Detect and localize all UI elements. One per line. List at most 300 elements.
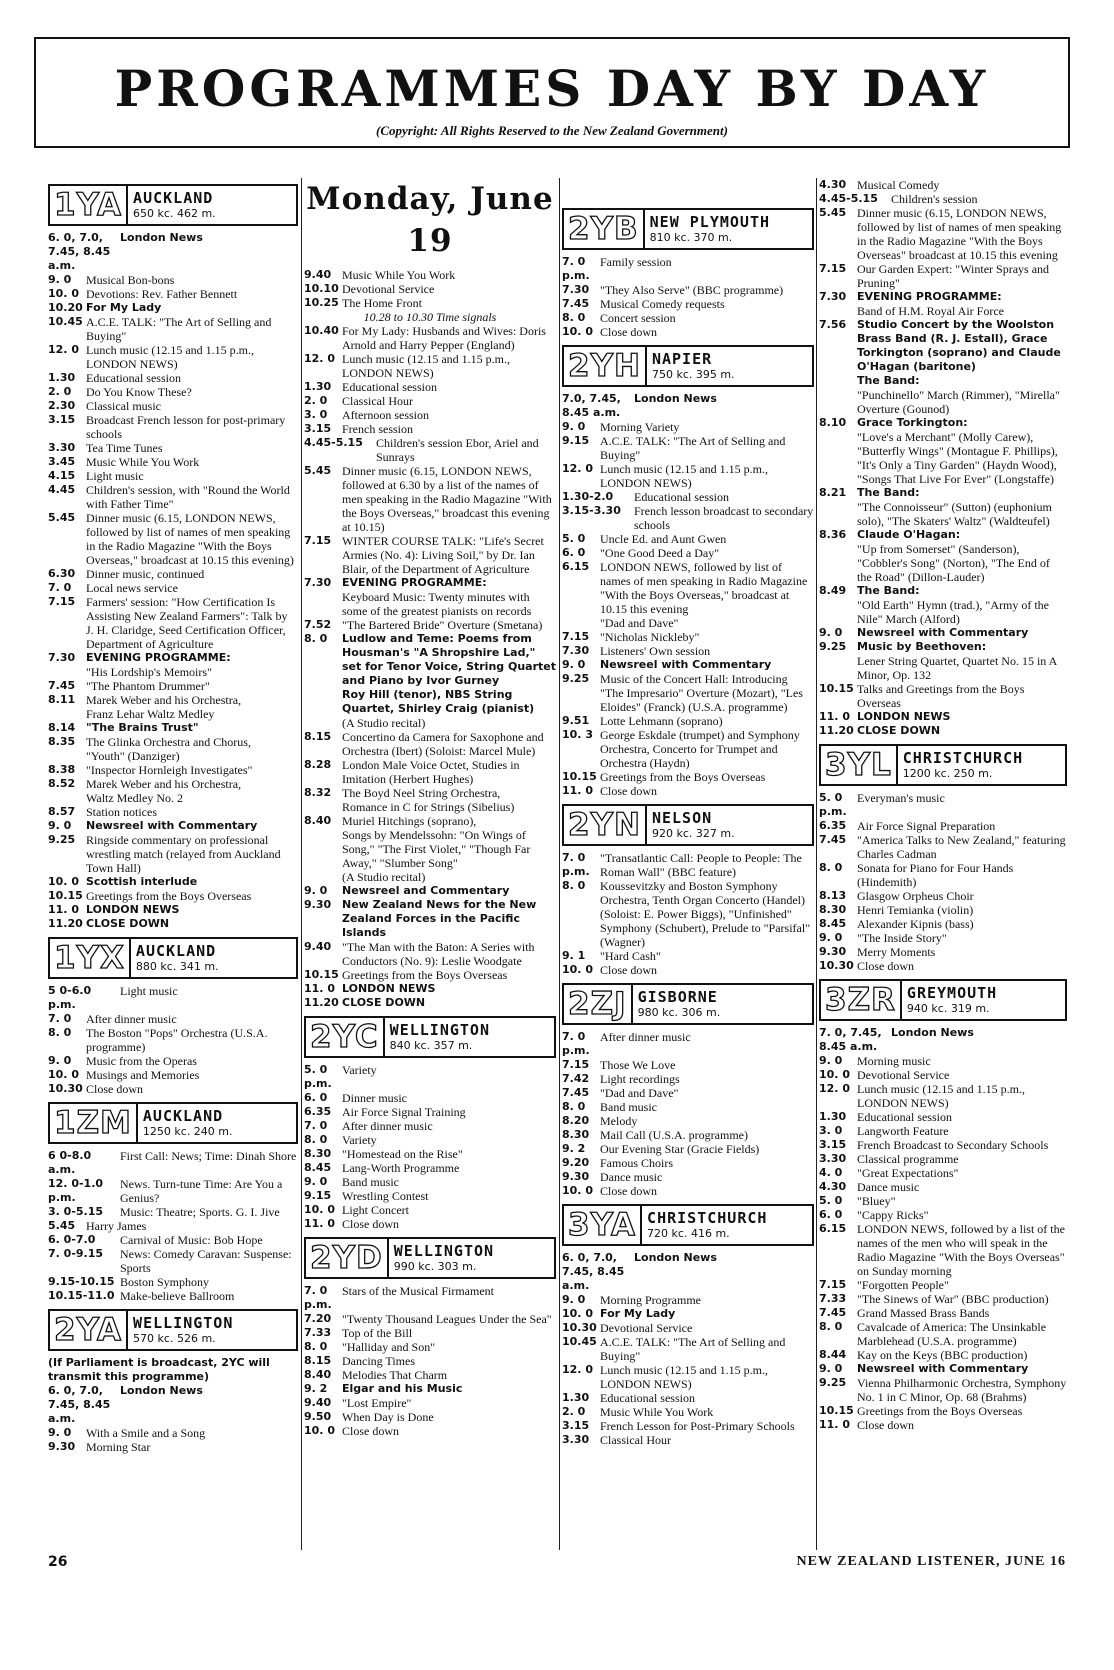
station-call-sign: 3ZR <box>821 981 902 1019</box>
station-info <box>902 981 1065 1019</box>
entry-title: Henri Temianka (violin) <box>857 903 974 917</box>
entry-title: Songs by Mendelssohn: "On Wings of Song," "The First Violet," "Though Far Away," "Slumber Song" <box>342 828 531 870</box>
programme-entry <box>48 889 298 903</box>
programme-entry <box>48 903 298 917</box>
programme-entry <box>304 1396 556 1410</box>
entry-time: 1.30 <box>819 1110 847 1123</box>
programme-entry <box>819 861 1067 889</box>
entry-title: Marek Weber and his Orchestra, <box>86 693 242 707</box>
entry-time: 7. 0 p.m. <box>562 255 590 282</box>
entry-title: Newsreel and Commentary <box>342 884 510 897</box>
entry-time: 11.20 <box>48 917 83 930</box>
programme-entry <box>819 500 1067 528</box>
entry-time: 10.15 <box>48 889 83 902</box>
entry-time: 12. 0 <box>562 462 593 475</box>
programme-entry <box>48 441 298 455</box>
entry-time: 10.45 <box>48 315 83 328</box>
programme-entry <box>819 1152 1067 1166</box>
entry-time: 8.57 <box>48 805 76 818</box>
programme-entry <box>48 1205 298 1219</box>
entry-time: 9. 0 <box>304 1175 328 1188</box>
entry-time: 9.30 <box>48 1440 76 1453</box>
programme-entry <box>304 1326 556 1340</box>
station-frequency: 840 kc. 357 m. <box>389 1039 473 1052</box>
entry-title: Music by Beethoven: <box>857 640 987 653</box>
entry-title: Music While You Work <box>600 1405 714 1419</box>
entry-title: "Dad and Dave" <box>600 1086 679 1100</box>
programme-entry <box>819 1194 1067 1208</box>
entry-time: 8.15 <box>304 730 332 743</box>
station-frequency: 990 kc. 303 m. <box>393 1260 477 1273</box>
entry-time: 10.25 <box>304 296 339 309</box>
programme-entry <box>304 730 556 758</box>
entry-title: A.C.E. TALK: "The Art of Selling and Buying" <box>86 315 272 343</box>
station-info <box>633 985 812 1023</box>
entry-time: 5. 0 p.m. <box>819 791 847 818</box>
programme-entry <box>48 343 298 371</box>
programme-entry <box>48 721 298 735</box>
station-frequency: 1250 kc. 240 m. <box>142 1125 233 1138</box>
entry-time: 6.35 <box>819 819 847 832</box>
programme-entry <box>562 1058 814 1072</box>
entry-time: 8.20 <box>562 1114 590 1127</box>
entry-time: 9.40 <box>304 1396 332 1409</box>
entry-title: Children's session Ebor, Ariel and Sunrays <box>376 436 539 464</box>
entry-title: Marek Weber and his Orchestra, <box>86 777 242 791</box>
entry-title: Our Garden Expert: "Winter Sprays and Pruning" <box>857 262 1050 290</box>
entry-title: Classical Hour <box>600 1433 671 1447</box>
entry-title: Grand Massed Brass Bands <box>857 1306 990 1320</box>
entry-time: 11. 0 <box>304 1217 335 1230</box>
programme-entry <box>304 940 556 968</box>
entry-title: "America Talks to New Zealand," featuring Charles Cadman <box>857 833 1066 861</box>
programme-entry <box>48 1177 298 1205</box>
programme-entry <box>48 1275 298 1289</box>
entry-title: Carnival of Music: Bob Hope <box>120 1233 263 1247</box>
entry-title: Close down <box>600 1184 657 1198</box>
programme-entry <box>304 324 556 352</box>
entry-title: "Dad and Dave" <box>600 616 679 630</box>
entry-title: Air Force Signal Training <box>342 1105 466 1119</box>
entry-title: Air Force Signal Preparation <box>857 819 996 833</box>
station-call-sign: 1YA <box>50 186 128 224</box>
programme-entry <box>562 255 814 283</box>
programme-entry <box>562 1170 814 1184</box>
programme-entry <box>819 528 1067 542</box>
entry-time: 7.33 <box>819 1292 847 1305</box>
entry-time: 10.20 <box>48 301 83 314</box>
programme-entry <box>48 399 298 413</box>
entry-title: "Hard Cash" <box>600 949 661 963</box>
entry-time: 7. 0 p.m. <box>562 851 590 878</box>
programme-entry <box>819 1418 1067 1432</box>
entry-title: Dance music <box>600 1170 663 1184</box>
entry-time: 9.30 <box>819 945 847 958</box>
entry-title: For My Lady: Husbands and Wives: Doris Arnold and Harry Pepper (England) <box>342 324 546 352</box>
programme-entry <box>304 576 556 590</box>
programme-entry <box>819 598 1067 626</box>
programme-entry <box>562 325 814 339</box>
entry-time: 7. 0 p.m. <box>562 1030 590 1057</box>
entry-time: 5.45 <box>48 1219 76 1232</box>
entry-time: 3.15-3.30 <box>562 504 621 517</box>
entry-time: 7.15 <box>48 595 76 608</box>
entry-title: French Lesson for Post-Primary Schools <box>600 1419 795 1433</box>
entry-title: A.C.E. TALK: "The Art of Selling and Buying" <box>600 1335 786 1363</box>
programme-entry <box>48 805 298 819</box>
entry-time: 6. 0 <box>819 1208 843 1221</box>
entry-title: French Broadcast to Secondary Schools <box>857 1138 1049 1152</box>
entry-title: London News <box>120 231 203 244</box>
entry-time: 9. 2 <box>562 1142 586 1155</box>
programme-entry <box>304 1161 556 1175</box>
entry-title: Glasgow Orpheus Choir <box>857 889 974 903</box>
entry-title: Lunch music (12.15 and 1.15 p.m., LONDON NEWS) <box>600 462 768 490</box>
programme-entry <box>304 1368 556 1382</box>
programme-entry <box>819 388 1067 416</box>
programme-entry <box>819 724 1067 738</box>
entry-time: 5. 0 p.m. <box>304 1063 332 1090</box>
programme-entry <box>304 534 556 576</box>
programme-entry <box>562 1363 814 1391</box>
entry-title: Music: Theatre; Sports. G. I. Jive <box>120 1205 280 1219</box>
entry-time: 10. 0 <box>562 1184 593 1197</box>
entry-title: French session <box>342 422 413 436</box>
entry-time: 10.30 <box>819 959 854 972</box>
entry-time: 9. 0 <box>819 626 843 639</box>
programme-entry <box>562 1086 814 1100</box>
programme-entry <box>304 688 556 716</box>
programme-entry <box>562 1142 814 1156</box>
entry-title: Elgar and his Music <box>342 1382 463 1395</box>
entry-time: 7.45 <box>562 1086 590 1099</box>
entry-title: Light music <box>120 984 178 998</box>
station-header <box>48 937 298 979</box>
programme-entry <box>562 949 814 963</box>
entry-time: 8. 0 <box>562 311 586 324</box>
entry-title: Sonata for Piano for Four Hands (Hindemith) <box>857 861 1014 889</box>
entry-time: 10.15 <box>304 968 339 981</box>
entry-time: 9. 0 <box>819 1362 843 1375</box>
entry-title: Greetings from the Boys Overseas <box>86 889 252 903</box>
entry-title: Dinner music, continued <box>86 567 205 581</box>
entry-time: 7.45 <box>48 679 76 692</box>
entry-title: London Male Voice Octet, Studies in Imitation (Herbert Hughes) <box>342 758 520 786</box>
programme-entry <box>304 1382 556 1396</box>
programme-entry <box>304 1105 556 1119</box>
programme-entry <box>304 996 556 1010</box>
entry-title: Ludlow and Teme: Poems from Housman's "A Shropshire Lad," set for Tenor Voice, String Quartet and Piano by Ivor Gurney <box>342 632 556 687</box>
programme-entry <box>819 640 1067 654</box>
entry-time <box>819 542 857 584</box>
entry-time: 8.40 <box>304 1368 332 1381</box>
entry-title: Mail Call (U.S.A. programme) <box>600 1128 748 1142</box>
entry-time: 1.30-2.0 <box>562 490 614 503</box>
programme-entry <box>304 408 556 422</box>
entry-time <box>304 716 342 730</box>
programme-entry <box>48 469 298 483</box>
programme-entry <box>819 1362 1067 1376</box>
column-1 <box>48 178 298 1550</box>
entry-title: Lener String Quartet, Quartet No. 15 in A Minor, Op. 132 <box>857 654 1057 682</box>
programme-entry <box>48 315 298 343</box>
programme-entry <box>48 1384 298 1426</box>
entry-title: The Boyd Neel String Orchestra, <box>342 786 501 800</box>
entry-title: Lang-Worth Programme <box>342 1161 460 1175</box>
entry-time <box>819 500 857 528</box>
entry-title: "The Sinews of War" (BBC production) <box>857 1292 1049 1306</box>
programme-entry <box>562 283 814 297</box>
programme-entry <box>304 898 556 940</box>
programme-entry <box>819 584 1067 598</box>
entry-time: 10. 0 <box>48 875 79 888</box>
programme-entry <box>48 1289 298 1303</box>
station-info <box>642 1206 812 1244</box>
entry-title: Newsreel with Commentary <box>857 626 1029 639</box>
entry-time: 6. 0-7.0 <box>48 1233 96 1246</box>
programme-entry <box>48 917 298 931</box>
entry-title: Close down <box>857 1418 914 1432</box>
entry-time: 8.30 <box>819 903 847 916</box>
entry-time: 9.50 <box>304 1410 332 1423</box>
entry-time: 10. 0 <box>304 1424 335 1437</box>
entry-title: Educational session <box>857 1110 952 1124</box>
entry-title: Band of H.M. Royal Air Force <box>857 304 1004 318</box>
entry-title: Musings and Memories <box>86 1068 200 1082</box>
programme-entry <box>304 590 556 618</box>
entry-time: 8. 0 <box>304 632 328 645</box>
entry-time: 10. 0 <box>562 963 593 976</box>
entry-time: 8.30 <box>304 1147 332 1160</box>
programme-entry <box>819 1292 1067 1306</box>
entry-title: Morning Variety <box>600 420 680 434</box>
programme-entry <box>304 716 556 730</box>
station-header <box>819 979 1067 1021</box>
entry-title: London News <box>120 1384 203 1397</box>
entry-time: 3.30 <box>562 1433 590 1446</box>
station-info <box>128 186 296 224</box>
programme-entry <box>304 870 556 884</box>
entry-time: 5. 0 <box>562 532 586 545</box>
entry-time: 9. 0 <box>48 273 72 286</box>
entry-time: 6.35 <box>304 1105 332 1118</box>
entry-time: 8. 0 <box>562 1100 586 1113</box>
programme-entry <box>304 464 556 534</box>
programme-entry <box>304 422 556 436</box>
entry-time: 7.15 <box>562 1058 590 1071</box>
programme-entry <box>48 567 298 581</box>
programme-entry <box>304 1119 556 1133</box>
entry-time: 3.30 <box>48 441 76 454</box>
programme-entry <box>48 287 298 301</box>
entry-title: The Home Front <box>342 296 422 310</box>
entry-title: Kay on the Keys (BBC production) <box>857 1348 1028 1362</box>
station-info <box>138 1104 296 1142</box>
entry-time: 5.45 <box>48 511 76 524</box>
programme-entry <box>48 371 298 385</box>
programme-entry <box>562 963 814 977</box>
programme-entry <box>562 392 814 420</box>
entry-time <box>48 707 86 721</box>
entry-time: 8.45 <box>304 1161 332 1174</box>
entry-title: Franz Lehar Waltz Medley <box>86 707 215 721</box>
programme-entry <box>48 511 298 567</box>
programme-entry <box>819 903 1067 917</box>
programme-entry <box>562 420 814 434</box>
entry-title: "Twenty Thousand Leagues Under the Sea" <box>342 1312 552 1326</box>
entry-title: Music of the Concert Hall: Introducing "The Impresario" Overture (Mozart), "Les Eloides" (Franck) (U.S.A. programme) <box>600 672 803 714</box>
entry-time: 8.49 <box>819 584 847 597</box>
entry-time: 8.13 <box>819 889 847 902</box>
entry-title: Dinner music (6.15, LONDON NEWS, followed by list of names of men speaking in the Radio Magazine "With the Boys Overseas" broadcast at 10.15 this evening <box>857 206 1062 262</box>
entry-title: "Nicholas Nickleby" <box>600 630 700 644</box>
page-number: 26 <box>48 1554 68 1570</box>
column-4 <box>819 178 1067 1550</box>
entry-title: Afternoon session <box>342 408 429 422</box>
programme-entry <box>819 486 1067 500</box>
entry-title: Family session <box>600 255 672 269</box>
programme-entry <box>304 380 556 394</box>
entry-title: The Band: <box>857 486 920 499</box>
programme-entry <box>304 618 556 632</box>
programme-entry <box>562 1251 814 1293</box>
programme-entry <box>819 542 1067 584</box>
programme-entry <box>819 1068 1067 1082</box>
programme-entry <box>304 814 556 828</box>
entry-time: 4.45 <box>48 483 76 496</box>
entry-title: "They Also Serve" (BBC programme) <box>600 283 784 297</box>
entry-time <box>819 304 857 318</box>
entry-title: Lunch music (12.15 and 1.15 p.m., LONDON NEWS) <box>342 352 510 380</box>
entry-time: 10.40 <box>304 324 339 337</box>
entry-time: 3.45 <box>48 455 76 468</box>
entry-title: With a Smile and a Song <box>86 1426 206 1440</box>
station-call-sign: 2YH <box>564 347 647 385</box>
programme-entry <box>819 1082 1067 1110</box>
programme-entry <box>48 483 298 511</box>
entry-title: Educational session <box>86 371 181 385</box>
entry-title: Cavalcade of America: The Unsinkable Marblehead (U.S.A. programme) <box>857 1320 1047 1348</box>
station-city: AUCKLAND <box>142 1107 224 1125</box>
programme-entry <box>48 1054 298 1068</box>
programme-entry <box>562 504 814 532</box>
entry-time: 8.40 <box>304 814 332 827</box>
entry-time: 9. 0 <box>48 1054 72 1067</box>
station-info <box>131 939 296 977</box>
entry-title: "Transatlantic Call: People to People: The Roman Wall" (BBC feature) <box>600 851 802 879</box>
entry-title: Ringside commentary on professional wrestling match (relayed from Auckland Town Hall) <box>86 833 281 875</box>
programme-entry <box>304 352 556 380</box>
entry-time: 7. 0, 7.45, 8.45 a.m. <box>819 1026 882 1053</box>
entry-time: 5. 0 <box>819 1194 843 1207</box>
entry-time: 6.15 <box>562 560 590 573</box>
programme-entry <box>48 301 298 315</box>
entry-title: After dinner music <box>600 1030 691 1044</box>
programme-entry <box>819 1166 1067 1180</box>
station-header <box>819 744 1067 786</box>
entry-title: Uncle Ed. and Aunt Gwen <box>600 532 727 546</box>
programme-entry <box>304 1063 556 1091</box>
station-info <box>898 746 1065 784</box>
programme-entry <box>562 1114 814 1128</box>
entry-title: Greetings from the Boys Overseas <box>342 968 508 982</box>
programme-entry <box>819 889 1067 903</box>
programme-entry <box>562 1072 814 1086</box>
station-header <box>562 1204 814 1246</box>
entry-time: 9. 0 <box>304 884 328 897</box>
entry-time: 7.15 <box>304 534 332 547</box>
entry-title: Vienna Philharmonic Orchestra, Symphony No. 1 in C Minor, Op. 68 (Brahms) <box>857 1376 1067 1404</box>
programme-entry <box>562 644 814 658</box>
entry-title: Morning music <box>857 1054 931 1068</box>
entry-time: 11.20 <box>304 996 339 1009</box>
entry-title: LONDON NEWS <box>342 982 436 995</box>
entry-title: For My Lady <box>86 301 162 314</box>
entry-time: 9.40 <box>304 940 332 953</box>
programme-entry <box>304 968 556 982</box>
programme-entry <box>562 616 814 630</box>
entry-time: 8. 0 <box>819 1320 843 1333</box>
entry-title: Band music <box>600 1100 657 1114</box>
programme-entry <box>562 297 814 311</box>
entry-time: 7.30 <box>48 651 76 664</box>
entry-title: Variety <box>342 1063 377 1077</box>
entry-time: 9. 2 <box>304 1382 328 1395</box>
entry-title: Classical Hour <box>342 394 413 408</box>
programme-entry <box>48 595 298 651</box>
programme-entry <box>48 875 298 889</box>
entry-title: "Love's a Merchant" (Molly Carew), "Butterfly Wings" (Montague F. Phillips), "It's Only a Tiny Garden" (Haydn Wood), "Songs That Live For Ever" (Longstaffe) <box>857 430 1058 486</box>
entry-title: "Cappy Ricks" <box>857 1208 929 1222</box>
programme-entry <box>819 626 1067 640</box>
column-3 <box>562 178 814 1550</box>
entry-title: News: Comedy Caravan: Suspense: Sports <box>120 1247 292 1275</box>
entry-time: 3.15 <box>562 1419 590 1432</box>
programme-entry <box>562 1391 814 1405</box>
programme-entry <box>304 1189 556 1203</box>
entry-title: Greetings from the Boys Overseas <box>857 1404 1023 1418</box>
entry-time <box>304 800 342 814</box>
entry-title: Concert session <box>600 311 676 325</box>
entry-title: Scottish interlude <box>86 875 198 888</box>
column-2 <box>304 178 556 1550</box>
entry-time: 5.45 <box>304 464 332 477</box>
station-city: GREYMOUTH <box>906 984 998 1002</box>
station-header <box>562 345 814 387</box>
entry-title: Light recordings <box>600 1072 680 1086</box>
programme-entry <box>562 1100 814 1114</box>
entry-time: 2. 0 <box>562 1405 586 1418</box>
entry-title: Close down <box>600 325 657 339</box>
programme-entry <box>819 1348 1067 1362</box>
entry-time: 8.36 <box>819 528 847 541</box>
day-title: Monday, June 19 <box>306 181 554 259</box>
entry-time: 8.15 <box>304 1354 332 1367</box>
station-info <box>389 1239 554 1277</box>
entry-title: "Great Expectations" <box>857 1166 959 1180</box>
programme-entry <box>304 268 556 282</box>
entry-title: "Old Earth" Hymn (trad.), "Army of the Nile" March (Alford) <box>857 598 1049 626</box>
programme-entry <box>562 851 814 879</box>
entry-title: "The Bartered Bride" Overture (Smetana) <box>342 618 543 632</box>
entry-time: 9.40 <box>304 268 332 281</box>
entry-title: Newsreel with Commentary <box>600 658 772 671</box>
station-call-sign: 2ZJ <box>564 985 633 1023</box>
entry-title: Wrestling Contest <box>342 1189 429 1203</box>
programme-entry <box>819 206 1067 262</box>
entry-title: Make-believe Ballroom <box>120 1289 235 1303</box>
programme-entry <box>48 833 298 875</box>
